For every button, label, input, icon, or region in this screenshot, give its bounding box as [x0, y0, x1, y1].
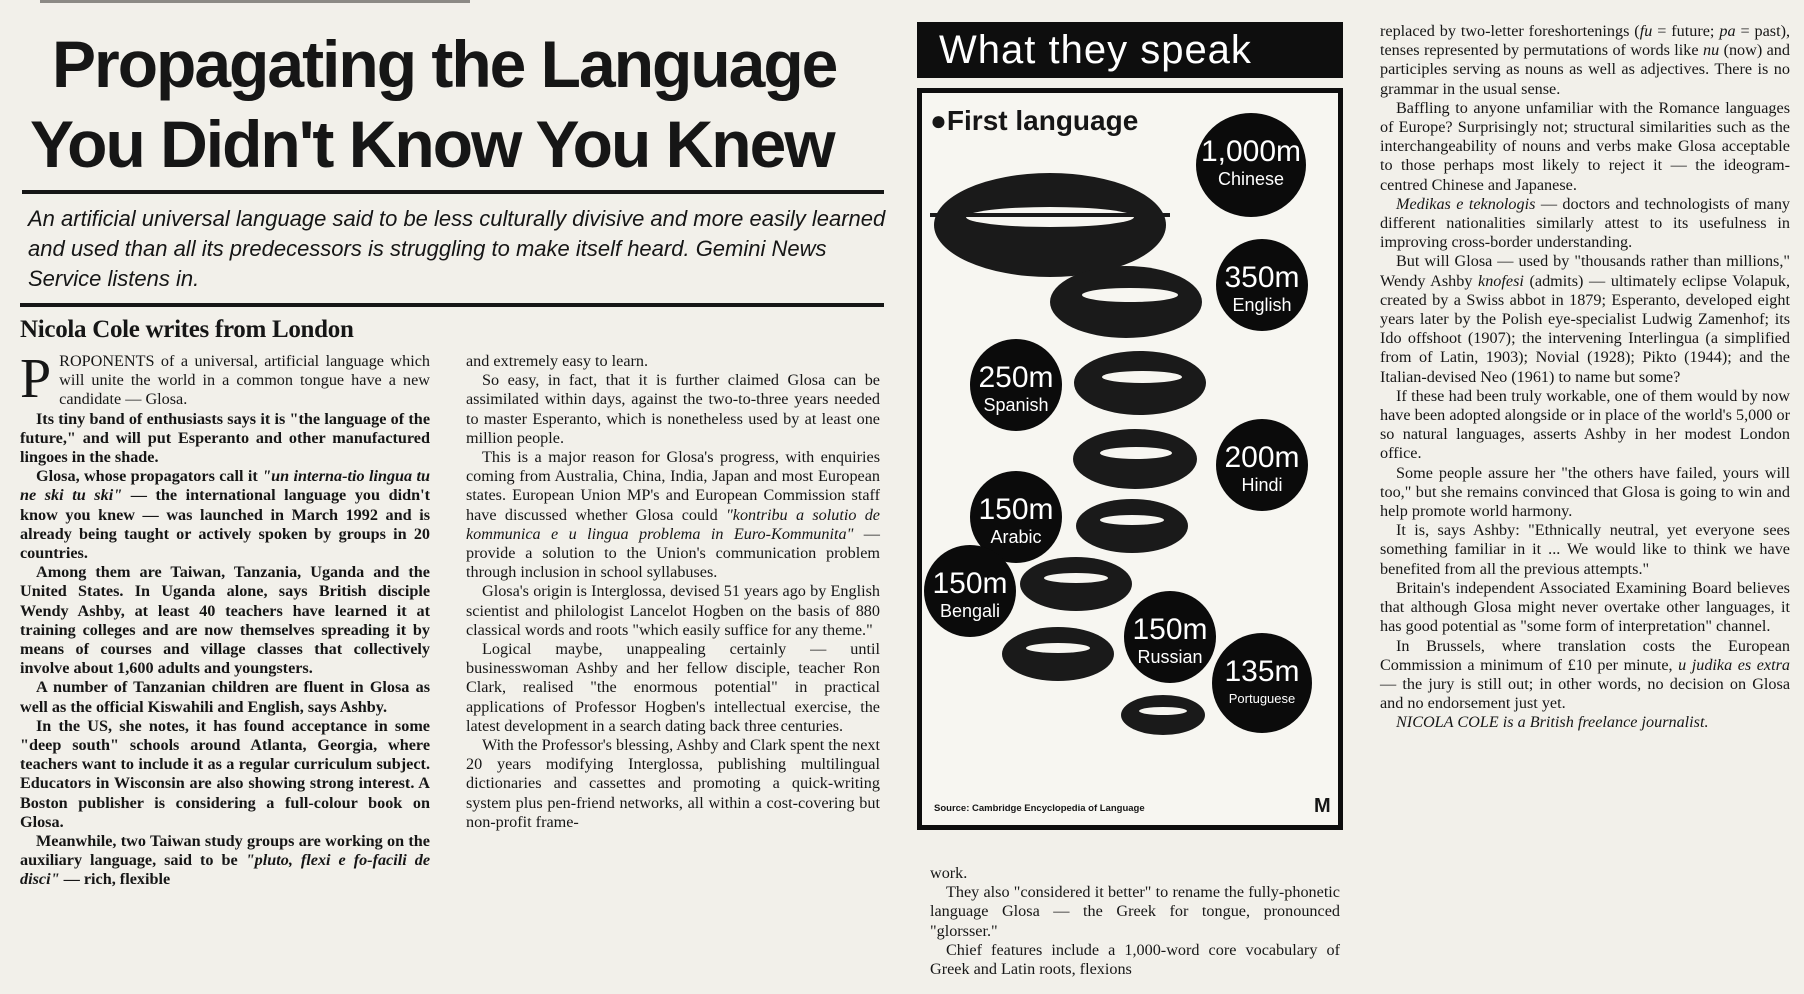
paragraph: [1380, 22, 1790, 99]
headline-line-1: Propagating the Language: [52, 27, 837, 101]
standfirst-line-3: Service listens in.: [28, 266, 200, 291]
publisher-logo: M: [1314, 795, 1331, 817]
paragraph: Among them are Taiwan, Tanzania, Uganda and the United States. In Uganda alone, says British disciple Wendy Ashby, at least 40 teachers have learned it at training colleges and are now themselves spreading it by means of courses and village classes that collectively involve about 1,600 adults and youngsters.: [20, 563, 430, 678]
speakers-amount: 350m: [1224, 261, 1300, 294]
infographic-frame: [917, 88, 1343, 830]
mouth-icon: [1046, 261, 1206, 343]
author-note: [1380, 713, 1790, 732]
standfirst-line-1: An artificial universal language said to be less culturally divisive and more easily learned: [28, 206, 886, 231]
mouth-icon: [1016, 553, 1136, 615]
paragraph: [1380, 195, 1790, 253]
mouth-icon: [998, 623, 1118, 685]
italic-phrase: "kontribu a solutio de kommunica e u lingua problema in Euro-Kommunita": [466, 505, 880, 543]
language-name: Russian: [1137, 647, 1203, 667]
text-run: = past), tenses represented by permutations of words like: [1380, 22, 1791, 60]
speakers-amount: 150m: [1132, 613, 1208, 646]
infographic-title: What they speak: [917, 22, 1343, 78]
label-text: First language: [946, 105, 1139, 136]
paragraph: So easy, in fact, that it is further claimed Glosa can be assimilated within days, against the two-to-three years needed to master Esperanto, which is nonetheless used by at least one million people.: [466, 371, 880, 447]
language-name: Hindi: [1241, 475, 1283, 495]
language-bubble-hindi: [1216, 419, 1308, 511]
paragraph: [20, 832, 430, 890]
language-name: Chinese: [1217, 169, 1285, 189]
top-rule: [40, 0, 470, 3]
language-bubble-spanish: [970, 339, 1062, 431]
headline-line-2: You Didn't Know You Knew: [30, 107, 834, 181]
italic-phrase: u judika es extra: [1678, 655, 1790, 674]
text-run: (now) and participles serving as nouns as well as adjectives. There is no grammar in the usual sense.: [1380, 41, 1790, 98]
text-run: — the jury is still out; in other words, no decision on Glosa and no endorsement just yet.: [1380, 674, 1790, 713]
speakers-amount: 150m: [978, 493, 1054, 526]
paragraph: Its tiny band of enthusiasts says it is "the language of the future," and will put Esperanto and other manufactured lingoes in the shade.: [20, 409, 430, 467]
paragraph: Baffling to anyone unfamiliar with the Romance languages of Europe? Surprisingly not; structural similarities such as the interchangeability of nouns and verbs make Glosa acceptable to those perhaps most likely to reject it — the ideogram-centred Chinese and Japanese.: [1380, 98, 1790, 194]
paragraph: and extremely easy to learn.: [466, 352, 649, 370]
headline: [30, 24, 890, 184]
paragraph: [466, 448, 880, 582]
text-run: In Brussels, where translation costs the European Commission a minimum of £10 per minute,: [1380, 636, 1790, 674]
language-name: Spanish: [983, 395, 1049, 415]
language-bubble-english: [1216, 239, 1308, 331]
italic-word: fu: [1639, 22, 1653, 40]
italic-phrase: "pluto, flexi e fo-facili de disci": [20, 851, 430, 889]
italic-word: nu: [1702, 41, 1720, 60]
paragraph: Some people assure her "the others have failed, yours will too," but she remains convinced that Glosa is going to win and help promote world harmony.: [1380, 463, 1790, 521]
language-name: English: [1232, 295, 1292, 315]
text-run: Glosa, whose propagators call it: [36, 467, 263, 486]
article-column-1: [20, 348, 431, 890]
paragraph: [20, 467, 430, 563]
text-run: (admits) — ultimately eclipse Volapuk, created by a Swiss abbot in 1879; Esperanto, developed eight years later by the Polish eye-specialist Ludwig Zamenhof; its Ido offshoot (1907); the intervening Interlingua (a simplified from of Latin, 1903); Novial (1928); Pikto (1944); and the Italian-devised Neo (1961) to name but some?: [1380, 271, 1791, 386]
italic-phrase: "un interna-tio lingua tu ne ski tu ski": [20, 467, 431, 505]
mouth-icon: [1118, 691, 1208, 739]
text-run: replaced by two-letter foreshortenings (: [1380, 22, 1640, 40]
language-bubble-portuguese: [1212, 633, 1312, 733]
paragraph: Chief features include a 1,000-word core vocabulary of Greek and Latin roots, flexions: [930, 940, 1340, 979]
text-run: But will Glosa — used by "thousands rather than millions," Wendy Ashby: [1380, 252, 1790, 290]
speakers-amount: 135m: [1224, 655, 1300, 688]
language-bubble-russian: [1124, 591, 1216, 683]
article-column-3: [930, 864, 1340, 979]
bullet-icon: ●: [930, 105, 947, 136]
paragraph: Britain's independent Associated Examining Board believes that although Glosa might never overtake other languages, it has good potential as "some form of interpretation" channel.: [1380, 578, 1790, 636]
paragraph: It is, says Ashby: "Ethnically neutral, yet everyone sees something familiar in it ... We would like to think we have benefited from all the previous attempts.": [1380, 521, 1790, 578]
text-run: = future;: [1652, 22, 1720, 40]
standfirst-rule: [20, 303, 884, 307]
italic-word: knofesi: [1478, 271, 1524, 290]
paragraph: Glosa's origin is Interglossa, devised 51 years ago by English scientist and philologist Lancelot Hogben on the basis of 880 classical words and roots "which easily suffice for any theme.": [466, 582, 880, 639]
text-run: — rich, flexible: [59, 870, 171, 889]
drop-cap: P: [20, 348, 52, 410]
paragraph: work.: [930, 864, 968, 882]
source-credit: Source: Cambridge Encyclopedia of Language: [934, 803, 1145, 814]
mouth-icon: [1070, 347, 1210, 419]
infographic: [917, 22, 1343, 830]
paragraph: They also "considered it better" to rename the fully-phonetic language Glosa — the Greek for tongue, pronounced "glorsser.": [930, 883, 1340, 940]
byline: Nicola Cole writes from London: [20, 316, 354, 343]
paragraph: In the US, she notes, it has found acceptance in some "deep south" schools around Atlanta, Georgia, where teachers want to include it as a regular curriculum subject. Educators in Wisconsin are also showing strong interest. A Boston publisher is considering a full-colour book on Glosa.: [20, 716, 430, 831]
language-name: Bengali: [939, 601, 1001, 621]
text-run: — doctors and technologists of many different nationalities similarly attest to its usefulness in improving cross-border understanding.: [1380, 194, 1791, 252]
text-run: — the international language you didn't know you knew — was launched in March 1992 and is already being taught or actively spoken by groups in 20 countries.: [20, 486, 430, 563]
headline-rule: [22, 190, 884, 194]
paragraph: [1380, 637, 1790, 714]
paragraph-text: ROPONENTS of a universal, artificial language which will unite the world in a common tongue have a new candidate — Glosa.: [59, 352, 430, 409]
infographic-label: [930, 105, 1138, 137]
article-column-2: [466, 352, 880, 832]
speakers-amount: 1,000m: [1200, 135, 1302, 168]
paragraph: If these had been truly workable, one of them would by now have been adopted alongside or in place of the world's 5,000 or so natural languages, asserts Ashby in her modest London office.: [1380, 386, 1790, 463]
speakers-amount: 200m: [1224, 441, 1300, 474]
text-run: This is a major reason for Glosa's progress, with enquiries coming from Australia, China, India, Japan and most European states. European Union MP's and European Commission staff have discussed whether Glosa could: [466, 448, 880, 524]
italic-phrase: Medikas e teknologis: [1396, 194, 1536, 213]
text-run: Meanwhile, two Taiwan study groups are working on the auxiliary language, said to be: [20, 832, 430, 870]
language-bubble-chinese: [1196, 113, 1306, 217]
italic-phrase: NICOLA COLE is a British freelance journalist.: [1396, 713, 1709, 732]
paragraph: [1380, 252, 1790, 386]
standfirst: [28, 204, 888, 294]
language-name: Arabic: [990, 527, 1042, 547]
language-bubble-bengali: [924, 545, 1016, 637]
italic-word: pa: [1719, 22, 1736, 40]
paragraph: [20, 348, 430, 410]
paragraph: With the Professor's blessing, Ashby and Clark spent the next 20 years modifying Interglossa, publishing multilingual dictionaries and cassettes and promoting a quick-writing system plus pen-friend networks, all within a cost-covering but non-profit frame-: [466, 736, 880, 831]
paragraph: Logical maybe, unappealing certainly — until businesswoman Ashby and her fellow disciple, teacher Ron Clark, realised "the enormous potential" in practical applications of Professor Hogben's intellectual exercise, the latest development in a search dating back three centuries.: [466, 640, 880, 735]
speakers-amount: 150m: [932, 567, 1008, 600]
paragraph: A number of Tanzanian children are fluent in Glosa as well as the official Kiswahili and English, says Ashby.: [20, 678, 430, 716]
language-name: Portuguese: [1228, 691, 1296, 706]
mouth-icon: [1072, 495, 1192, 557]
article-column-4: [1380, 22, 1790, 733]
speakers-amount: 250m: [978, 361, 1054, 394]
mouth-icon: [1070, 425, 1200, 493]
standfirst-line-2: and used than all its predecessors is struggling to make itself heard. Gemini News: [28, 236, 827, 261]
text-run: — provide a solution to the Union's communication problem through inclusion in school syllabuses.: [466, 524, 880, 582]
